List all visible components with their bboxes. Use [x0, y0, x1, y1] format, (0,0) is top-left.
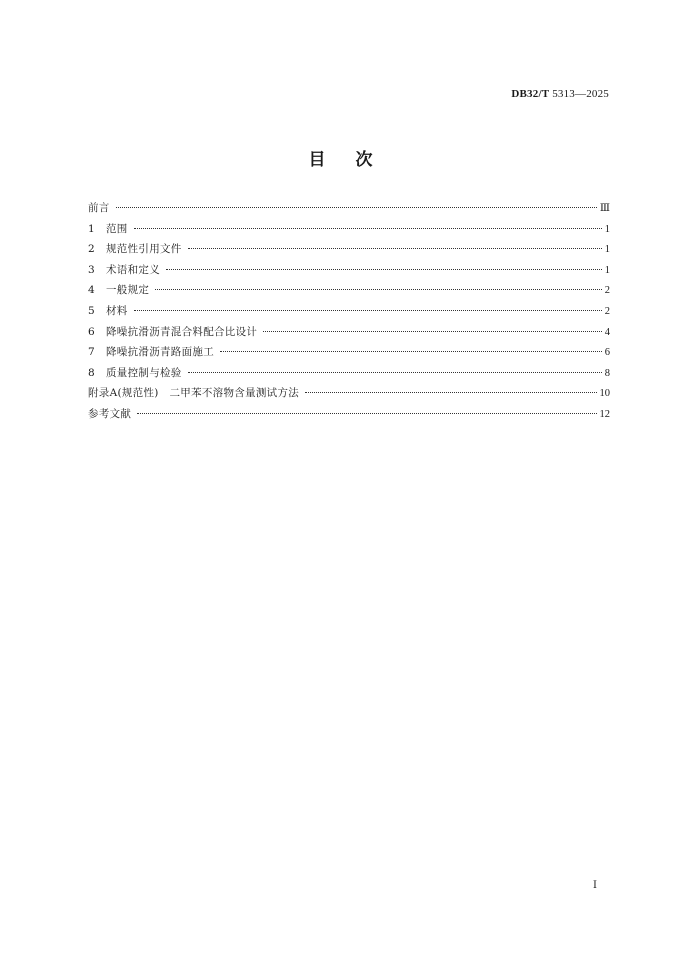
toc-entry-7[interactable] [88, 342, 610, 363]
toc-entry-number: 1 [88, 222, 95, 235]
page-number: Ⅰ [593, 880, 597, 891]
toc-entry-references[interactable] [88, 404, 610, 425]
toc-entry-label: 规范性引用文件 [106, 243, 182, 256]
toc-leader-dots [220, 351, 602, 352]
document-code-number: 5313—2025 [549, 88, 609, 100]
toc-entry-number: 3 [88, 263, 95, 276]
toc-entry-8[interactable] [88, 363, 610, 384]
toc-entry-foreword[interactable] [88, 198, 610, 219]
toc-entry-page: 6 [604, 347, 610, 359]
toc-leader-dots [188, 372, 602, 373]
toc-entry-page: 1 [604, 223, 610, 235]
toc-entry-label: 前言 [88, 202, 110, 214]
toc-entry-1[interactable] [88, 219, 610, 240]
toc-leader-dots [305, 392, 596, 393]
toc-entry-4[interactable] [88, 280, 610, 301]
toc-entry-page: Ⅲ [599, 203, 610, 214]
toc-entry-page: 10 [599, 388, 610, 400]
toc-entry-label: 一般规定 [106, 284, 150, 297]
toc-entry-2[interactable] [88, 239, 610, 260]
toc-entry-page: 2 [604, 305, 610, 317]
toc-entry-label: 范围 [106, 222, 128, 235]
toc-entry-label: 附录A(规范性) 二甲苯不溶物含量测试方法 [88, 387, 300, 400]
toc-entry-5[interactable] [88, 301, 610, 322]
toc-title: 目次 [308, 150, 403, 170]
document-code-prefix: DB32/T [511, 88, 550, 100]
document-code [511, 88, 609, 100]
toc-entry-number: 7 [88, 346, 95, 359]
toc-leader-dots [134, 310, 602, 311]
toc-entry-number: 8 [88, 366, 95, 379]
toc-entry-label: 材料 [106, 304, 128, 317]
toc-entry-page: 4 [604, 326, 610, 338]
toc-leader-dots [166, 269, 602, 270]
toc-leader-dots [116, 207, 597, 208]
toc-leader-dots [188, 248, 602, 249]
toc-leader-dots [263, 331, 602, 332]
toc-entry-page: 12 [599, 408, 610, 420]
toc-entry-label: 降噪抗滑沥青路面施工 [106, 346, 214, 359]
toc-entry-label: 术语和定义 [106, 263, 160, 276]
toc-entry-3[interactable] [88, 260, 610, 281]
toc-entry-label: 质量控制与检验 [106, 366, 182, 379]
toc-entry-6[interactable] [88, 322, 610, 343]
table-of-contents [88, 198, 610, 425]
toc-entry-page: 1 [604, 244, 610, 256]
toc-entry-number: 4 [88, 284, 95, 297]
toc-entry-number: 5 [88, 304, 95, 317]
toc-entry-label: 参考文献 [88, 407, 132, 420]
toc-leader-dots [155, 289, 602, 290]
toc-entry-number: 2 [88, 243, 95, 256]
toc-leader-dots [134, 228, 602, 229]
toc-entry-label: 降噪抗滑沥青混合料配合比设计 [106, 325, 258, 338]
toc-entry-page: 2 [604, 285, 610, 297]
toc-entry-appendix-a[interactable] [88, 383, 610, 404]
toc-entry-page: 1 [604, 264, 610, 276]
toc-entry-page: 8 [604, 367, 610, 379]
toc-entry-number: 6 [88, 325, 95, 338]
toc-leader-dots [137, 413, 596, 414]
